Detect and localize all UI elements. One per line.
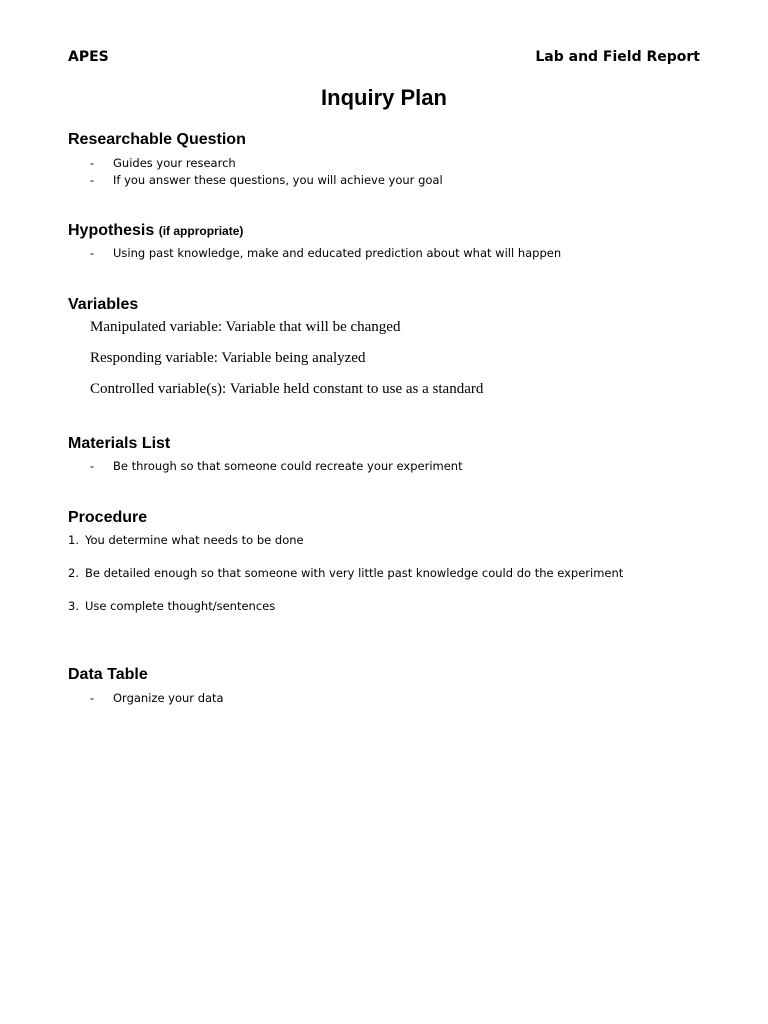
bullet-dash: - [90,156,95,170]
step-text: You determine what needs to be done [85,533,304,547]
bullet-dash: - [90,691,95,705]
researchable-question-heading: Researchable Question [68,131,246,148]
bullet-text: Be through so that someone could recreate your experiment [113,459,463,473]
bullet-dash: - [90,246,95,260]
list-item [90,173,443,188]
bullet-text: Guides your research [113,156,236,170]
list-item [90,691,224,706]
bullet-text: Organize your data [113,691,224,705]
list-item [90,156,236,171]
bullet-text: If you answer these questions, you will achieve your goal [113,173,443,187]
responding-variable-line: Responding variable: Variable being analyzed [90,350,366,366]
step-number: 1. [68,533,79,547]
manipulated-variable-line: Manipulated variable: Variable that will be changed [90,319,401,335]
bullet-dash: - [90,173,95,187]
list-item [90,246,561,261]
hypothesis-heading [68,221,243,241]
list-item [90,459,463,474]
page-title: Inquiry Plan [321,85,447,110]
procedure-step [68,533,304,548]
controlled-variable-line: Controlled variable(s): Variable held constant to use as a standard [90,381,484,397]
header-course: APES [68,49,109,65]
data-table-heading: Data Table [68,666,148,683]
bullet-dash: - [90,459,95,473]
procedure-step [68,566,623,581]
hypothesis-heading-text: Hypothesis [68,222,155,239]
step-text: Use complete thought/sentences [85,599,276,613]
step-number: 3. [68,599,79,613]
bullet-text: Using past knowledge, make and educated prediction about what will happen [113,246,562,260]
step-text: Be detailed enough so that someone with very little past knowledge could do the experiment [85,566,624,580]
procedure-heading: Procedure [68,509,148,526]
hypothesis-note: (if appropriate) [158,224,244,238]
variables-heading: Variables [68,296,139,313]
procedure-step [68,599,275,614]
header-report-type: Lab and Field Report [535,49,700,65]
step-number: 2. [68,566,79,580]
materials-list-heading: Materials List [68,435,171,452]
